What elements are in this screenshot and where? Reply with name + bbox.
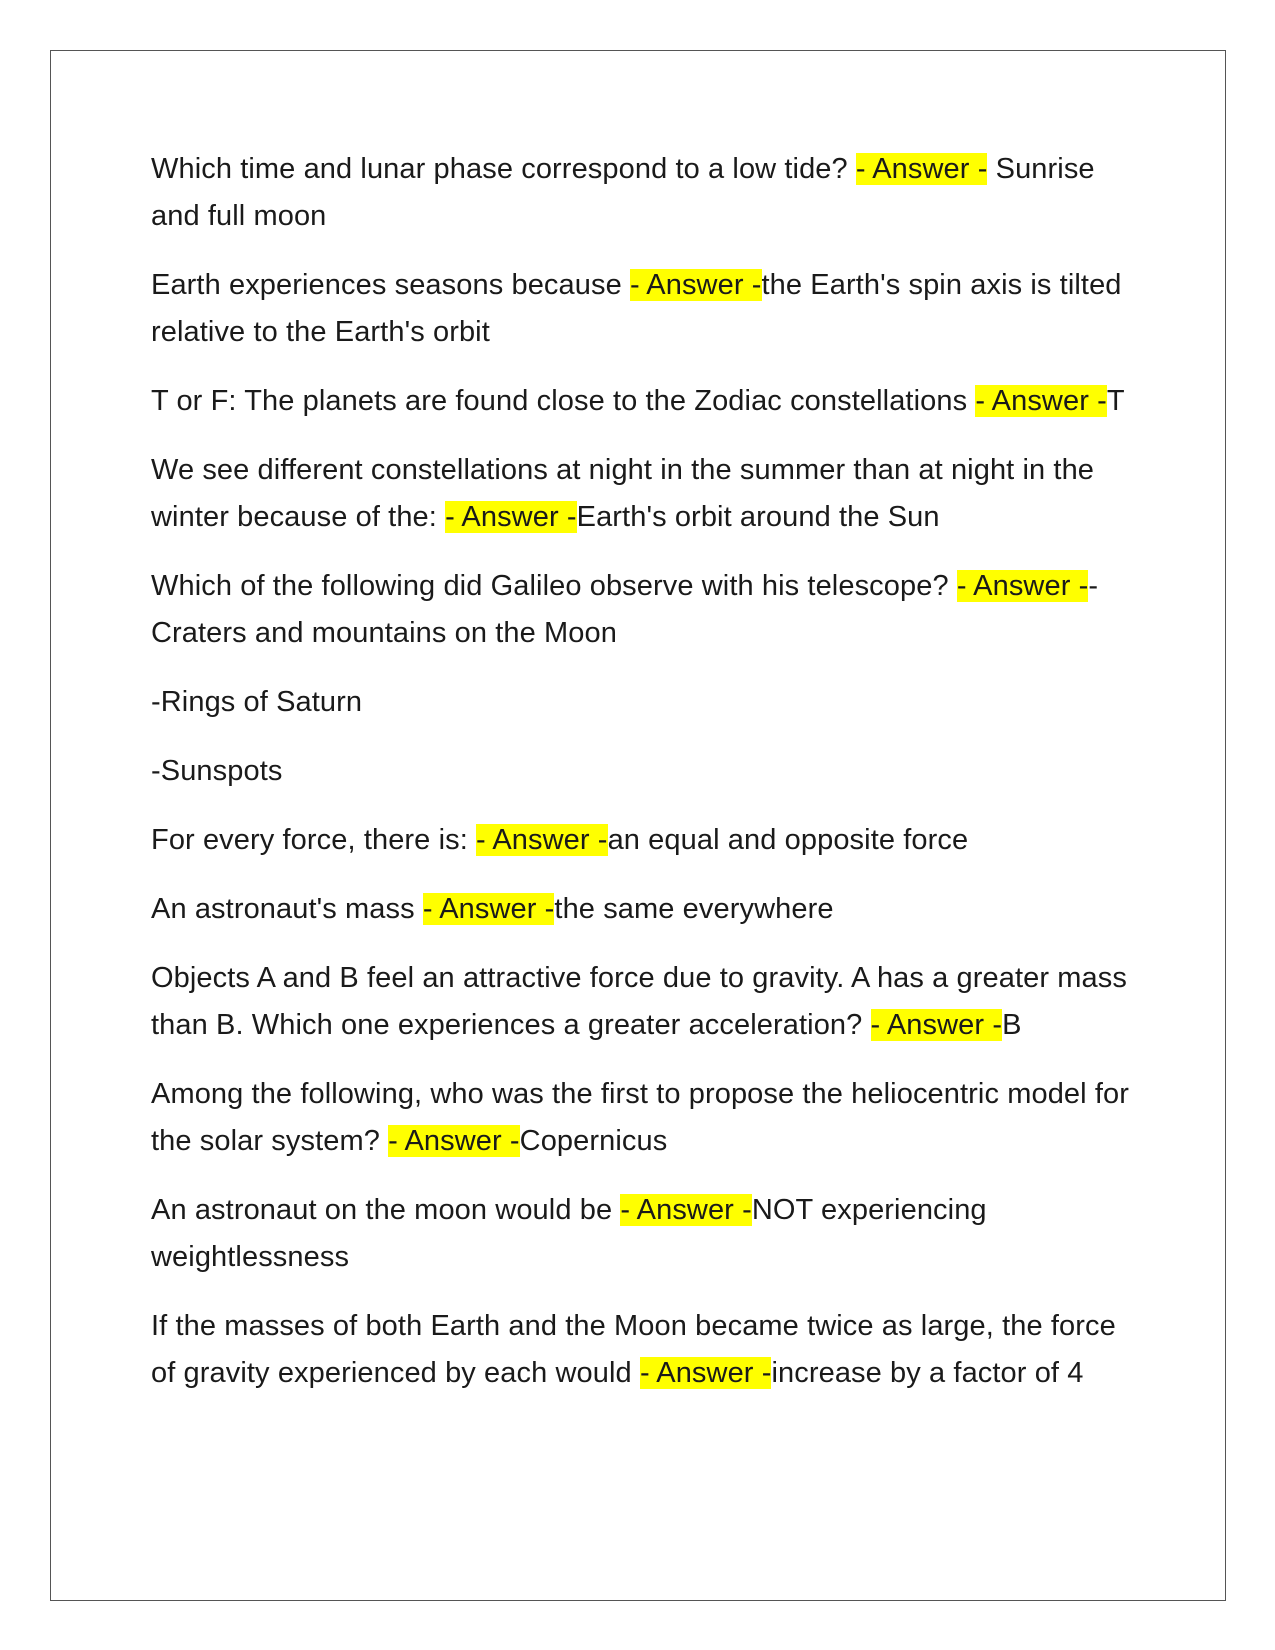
answer-marker: - Answer -: [870, 1009, 1003, 1041]
qa-item: [151, 1303, 1141, 1397]
answer-list-item: -Sunspots: [151, 755, 283, 787]
answer-marker: - Answer -: [629, 269, 762, 301]
question-text: Objects A and B feel an attractive force due to gravity. A has a greater mass than B. Which one experiences a greater acceleration?: [151, 962, 1127, 1041]
qa-item: [151, 262, 1141, 356]
qa-item: [151, 886, 1141, 933]
question-text: Among the following, who was the first to propose the heliocentric model for the solar system?: [151, 1078, 1129, 1157]
question-text: For every force, there is:: [151, 824, 477, 856]
answer-text: increase by a factor of 4: [771, 1357, 1084, 1389]
question-text: T or F: The planets are found close to the Zodiac constellations: [151, 385, 976, 417]
answer-marker: - Answer -: [620, 1194, 752, 1226]
answer-text: the same everywhere: [554, 893, 834, 925]
answer-text: T: [1106, 385, 1125, 417]
answer-marker: - Answer -: [422, 893, 555, 925]
qa-item: [151, 817, 1141, 864]
answer-marker: - Answer -: [388, 1125, 520, 1157]
qa-item: [151, 563, 1141, 657]
question-text: If the masses of both Earth and the Moon became twice as large, the force of gravity experienced by each would: [151, 1310, 1116, 1389]
qa-item: [151, 447, 1141, 541]
answer-text: Copernicus: [519, 1125, 668, 1157]
qa-item: [151, 1071, 1141, 1165]
question-text: Which of the following did Galileo observe with his telescope?: [151, 570, 957, 602]
answer-marker: - Answer -: [639, 1357, 772, 1389]
question-text: We see different constellations at night in the summer than at night in the winter because of the:: [151, 454, 1095, 533]
qa-item: [151, 1187, 1141, 1281]
answer-text: an equal and opposite force: [607, 824, 969, 856]
answer-text: the Earth's spin axis is tilted relative to the Earth's orbit: [151, 269, 1122, 348]
answer-marker: - Answer -: [445, 501, 577, 533]
answer-marker: - Answer -: [956, 570, 1089, 602]
answer-text: Sunrise and full moon: [151, 153, 1095, 232]
question-text: An astronaut's mass: [151, 893, 423, 925]
answer-text: B: [1002, 1009, 1022, 1041]
answer-text: -Craters and mountains on the Moon: [151, 570, 1099, 649]
question-text: Which time and lunar phase correspond to a low tide?: [151, 153, 856, 185]
document-body: [151, 146, 1141, 1419]
answer-text: NOT experiencing weightlessness: [151, 1194, 987, 1273]
answer-marker: - Answer -: [975, 385, 1107, 417]
answer-text: Earth's orbit around the Sun: [576, 501, 940, 533]
answer-marker: - Answer -: [476, 824, 608, 856]
answer-list-item: -Rings of Saturn: [151, 686, 363, 718]
qa-item: [151, 378, 1141, 425]
question-text: Earth experiences seasons because: [151, 269, 630, 301]
answer-marker: - Answer -: [855, 153, 988, 185]
question-text: An astronaut on the moon would be: [151, 1194, 621, 1226]
qa-item: [151, 955, 1141, 1049]
qa-item: [151, 146, 1141, 240]
